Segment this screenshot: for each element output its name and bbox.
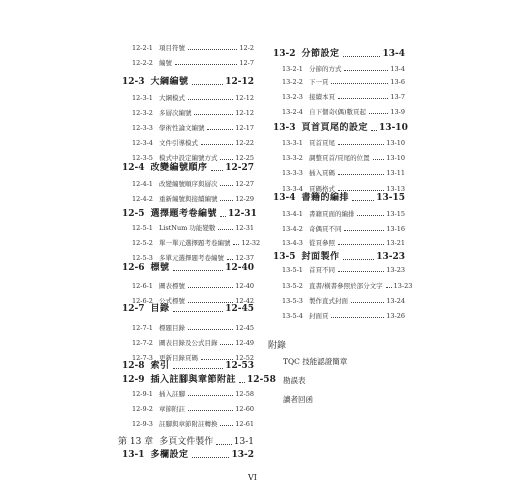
toc-entry-title: 多頁文件製作 xyxy=(159,437,214,447)
toc-subentry xyxy=(132,196,254,203)
toc-entry-number: 12-3-3 xyxy=(132,124,153,132)
dot-leader xyxy=(175,64,237,65)
toc-entry-number: 13-5-2 xyxy=(282,282,303,290)
toc-entry-number: 12-9-3 xyxy=(132,420,153,428)
dot-leader xyxy=(188,302,233,303)
toc-section-entry xyxy=(122,78,254,87)
toc-entry-number: 12-9-2 xyxy=(132,405,153,413)
toc-entry-title: 首頁不同 xyxy=(308,266,335,274)
dot-leader xyxy=(227,259,233,260)
toc-entry-page: 12-42 xyxy=(235,297,254,305)
page-number: VI xyxy=(248,473,257,482)
toc-section-entry xyxy=(273,253,405,262)
toc-subentry xyxy=(282,282,413,290)
toc-entry-number: 12-4-1 xyxy=(132,180,153,188)
toc-subentry xyxy=(282,313,405,320)
dot-leader xyxy=(188,395,233,396)
toc-entry-page: 13-23 xyxy=(386,266,405,274)
dot-leader xyxy=(351,302,384,303)
toc-entry-title: 封面頁 xyxy=(308,312,329,320)
dot-leader xyxy=(220,216,226,217)
toc-entry-title: 頁首頁尾 xyxy=(308,139,335,147)
toc-entry-page: 13-15 xyxy=(376,193,405,203)
dot-leader xyxy=(233,244,239,245)
toc-entry-title: 分節設定 xyxy=(301,49,340,59)
toc-entry-page: 13-4 xyxy=(390,65,405,73)
toc-entry-page: 12-52 xyxy=(235,354,254,362)
dot-leader xyxy=(239,382,245,383)
toc-entry-page: 13-9 xyxy=(390,108,405,116)
toc-entry-number: 12-7-1 xyxy=(132,324,153,332)
toc-entry-title: 標號 xyxy=(150,263,170,273)
dot-leader xyxy=(201,144,233,145)
dot-leader xyxy=(192,84,224,85)
toc-entry-number: 13-4-1 xyxy=(282,210,303,218)
toc-entry-page: 12-7 xyxy=(239,59,254,67)
toc-entry-number: 13-2-4 xyxy=(282,108,303,116)
dot-leader xyxy=(331,83,388,84)
toc-entry-page: 13-10 xyxy=(379,123,408,133)
appendix-item: 勘誤表 xyxy=(283,376,306,385)
toc-entry-page: 12-31 xyxy=(228,209,257,219)
toc-entry-page: 12-37 xyxy=(235,254,254,262)
toc-entry-page: 12-40 xyxy=(235,282,254,290)
dot-leader xyxy=(338,174,384,175)
toc-entry-number: 12-5-3 xyxy=(132,254,153,262)
toc-subentry xyxy=(132,283,254,290)
toc-subentry xyxy=(132,225,254,232)
toc-entry-title: 單一單元選擇題考卷編號 xyxy=(158,239,231,247)
appendix-item: 讀者回函 xyxy=(283,395,313,404)
toc-entry-number: 12-3-4 xyxy=(132,139,153,147)
toc-entry-title: 製作直式封面 xyxy=(308,297,348,305)
dot-leader xyxy=(188,410,233,411)
toc-entry-title: 封面製作 xyxy=(301,252,340,262)
toc-subentry xyxy=(132,421,254,428)
toc-entry-page: 12-45 xyxy=(235,324,254,332)
toc-entry-title: 書籍頁面的編排 xyxy=(308,210,355,218)
toc-entry-title: 圖表目錄及公式目錄 xyxy=(158,339,218,347)
toc-subentry xyxy=(282,170,405,177)
toc-entry-page: 13-6 xyxy=(390,78,405,86)
toc-entry-number: 12-3 xyxy=(122,77,145,87)
toc-section-entry xyxy=(122,164,254,173)
toc-entry-title: 從頁參照 xyxy=(308,239,335,247)
toc-entry-page: 12-27 xyxy=(235,180,254,188)
dot-leader xyxy=(201,359,233,360)
toc-entry-title: 項目符號 xyxy=(158,44,185,52)
toc-subentry xyxy=(282,226,405,233)
toc-subentry xyxy=(282,240,405,247)
toc-entry-number: 13-4-2 xyxy=(282,225,303,233)
toc-entry-title: 註腳與章節附註轉換 xyxy=(158,420,218,428)
toc-entry-title: 章節附註 xyxy=(158,405,185,413)
toc-entry-title: 調整頁首/頁尾的位置 xyxy=(308,154,370,162)
dot-leader xyxy=(188,287,233,288)
toc-entry-number: 12-2-1 xyxy=(132,44,153,52)
toc-entry-page: 12-31 xyxy=(235,224,254,232)
toc-entry-number: 12-6-2 xyxy=(132,297,153,305)
toc-subentry xyxy=(132,45,254,52)
toc-entry-page: 12-60 xyxy=(235,405,254,413)
toc-entry-title: 插入註腳 xyxy=(158,390,185,398)
toc-entry-title: 插入註腳與章節附註 xyxy=(150,375,237,385)
toc-entry-title: 頁首頁尾的設定 xyxy=(301,123,369,133)
toc-subentry xyxy=(282,140,405,147)
toc-entry-page: 13-23 xyxy=(376,252,405,262)
dot-leader xyxy=(352,200,374,201)
toc-entry-number: 12-4 xyxy=(122,163,145,173)
toc-subentry xyxy=(132,155,254,162)
toc-section-entry xyxy=(273,50,405,59)
dot-leader xyxy=(371,130,377,131)
toc-section-entry xyxy=(122,209,257,219)
toc-entry-title: 書籍的編排 xyxy=(301,193,350,203)
toc-subentry xyxy=(132,340,254,347)
toc-entry-page: 13-1 xyxy=(233,437,254,447)
dot-leader xyxy=(338,190,384,191)
dot-leader xyxy=(220,344,233,345)
toc-entry-title: 編號 xyxy=(158,59,172,67)
dot-leader xyxy=(220,159,233,160)
toc-section-entry xyxy=(273,194,405,203)
toc-entry-page: 12-49 xyxy=(235,339,254,347)
toc-subentry xyxy=(282,94,405,101)
toc-entry-page: 13-7 xyxy=(390,93,405,101)
toc-chapter-entry xyxy=(118,438,254,447)
toc-entry-title: 改變編號順序 xyxy=(150,163,208,173)
toc-entry-page: 13-26 xyxy=(386,312,405,320)
toc-entry-title: 下一頁 xyxy=(308,78,329,86)
dot-leader xyxy=(343,259,375,260)
toc-entry-title: 自下個奇(偶)數頁起 xyxy=(308,108,367,116)
toc-entry-page: 13-4 xyxy=(382,49,405,59)
toc-entry-title: 更新目錄頁碼 xyxy=(158,354,198,362)
dot-leader xyxy=(207,129,233,130)
toc-entry-page: 12-12 xyxy=(235,109,254,117)
toc-entry-number: 12-3-2 xyxy=(132,109,153,117)
toc-entry-number: 13-1 xyxy=(122,450,145,460)
toc-entry-title: 大綱編號 xyxy=(150,77,189,87)
toc-entry-number: 12-3-5 xyxy=(132,154,153,162)
toc-entry-page: 12-2 xyxy=(239,44,254,52)
dot-leader xyxy=(344,230,384,231)
toc-subentry xyxy=(282,155,405,162)
toc-entry-number: 13-3-2 xyxy=(282,154,303,162)
toc-entry-page: 12-17 xyxy=(235,124,254,132)
toc-entry-page: 12-27 xyxy=(225,163,254,173)
toc-entry-page: 13-10 xyxy=(386,154,405,162)
toc-entry-page: 12-53 xyxy=(225,361,254,371)
toc-entry-title: 索引 xyxy=(150,361,170,371)
toc-subentry xyxy=(282,267,405,274)
appendix-item: TQC 技能認證簡章 xyxy=(283,357,348,366)
toc-subentry xyxy=(132,325,254,332)
dot-leader xyxy=(211,170,224,171)
toc-entry-title: 文件引導模式 xyxy=(158,139,198,147)
toc-section-entry xyxy=(122,451,254,460)
dot-leader xyxy=(173,311,224,312)
toc-entry-number: 第 13 章 xyxy=(118,437,154,447)
toc-entry-title: 公式標號 xyxy=(158,297,185,305)
toc-section-entry xyxy=(122,362,254,371)
toc-entry-title: 重新編號與接續編號 xyxy=(158,195,218,203)
toc-entry-number: 12-5-2 xyxy=(132,239,153,247)
toc-entry-number: 12-6 xyxy=(122,263,145,273)
toc-entry-title: 奇偶頁不同 xyxy=(308,225,342,233)
toc-section-entry xyxy=(122,264,254,273)
toc-entry-page: 12-45 xyxy=(225,304,254,314)
toc-entry-number: 13-3-4 xyxy=(282,185,303,193)
dot-leader xyxy=(194,114,233,115)
toc-entry-title: 學術性論文編號 xyxy=(158,124,205,132)
toc-entry-number: 13-4-3 xyxy=(282,239,303,247)
toc-entry-number: 12-3-1 xyxy=(132,94,153,102)
toc-entry-number: 13-2-3 xyxy=(282,93,303,101)
toc-entry-page: 12-61 xyxy=(235,420,254,428)
toc-entry-number: 12-2-2 xyxy=(132,59,153,67)
toc-entry-title: 選擇題考卷編號 xyxy=(150,209,218,219)
toc-entry-title: 改變編號順序與層次 xyxy=(158,180,218,188)
toc-entry-page: 12-58 xyxy=(247,375,276,385)
toc-entry-title: 多層次編號 xyxy=(158,109,192,117)
toc-entry-title: 大綱模式 xyxy=(158,94,185,102)
dot-leader xyxy=(173,368,224,369)
toc-entry-page: 13-24 xyxy=(386,297,405,305)
toc-entry-number: 13-3-1 xyxy=(282,139,303,147)
toc-entry-page: 12-29 xyxy=(235,195,254,203)
toc-subentry xyxy=(132,239,261,247)
toc-subentry xyxy=(282,109,405,116)
toc-subentry xyxy=(282,186,405,193)
toc-entry-number: 12-5 xyxy=(122,209,145,219)
toc-entry-title: ListNum 功能變數 xyxy=(158,224,216,232)
dot-leader xyxy=(386,287,392,288)
toc-entry-page: 12-12 xyxy=(235,94,254,102)
toc-entry-number: 12-9 xyxy=(122,375,145,385)
toc-entry-title: 直書/橫書參照於部分文字 xyxy=(308,282,383,290)
dot-leader xyxy=(188,329,233,330)
toc-entry-page: 12-22 xyxy=(235,139,254,147)
toc-entry-number: 12-7-2 xyxy=(132,339,153,347)
toc-entry-page: 13-11 xyxy=(386,169,405,177)
dot-leader xyxy=(216,444,232,445)
dot-leader xyxy=(218,229,233,230)
toc-entry-number: 12-5-1 xyxy=(132,224,153,232)
toc-entry-page: 12-25 xyxy=(235,154,254,162)
toc-subentry xyxy=(132,60,254,67)
toc-subentry xyxy=(282,298,405,305)
toc-entry-number: 12-4-2 xyxy=(132,195,153,203)
toc-subentry xyxy=(132,406,254,413)
toc-entry-page: 12-32 xyxy=(241,239,261,247)
dot-leader xyxy=(220,185,233,186)
toc-subentry xyxy=(132,95,254,102)
toc-subentry xyxy=(282,66,405,73)
dot-leader xyxy=(344,70,388,71)
toc-entry-title: 標題目錄 xyxy=(158,324,185,332)
dot-leader xyxy=(369,113,388,114)
toc-entry-title: 插入頁碼 xyxy=(308,169,335,177)
toc-entry-page: 13-16 xyxy=(386,225,405,233)
toc-subentry xyxy=(132,110,254,117)
dot-leader xyxy=(338,144,384,145)
toc-entry-number: 12-8 xyxy=(122,361,145,371)
toc-entry-number: 13-5-3 xyxy=(282,297,303,305)
toc-entry-number: 13-2 xyxy=(273,49,296,59)
toc-entry-number: 13-3-3 xyxy=(282,169,303,177)
dot-leader xyxy=(188,99,233,100)
toc-entry-page: 13-10 xyxy=(386,139,405,147)
toc-subentry xyxy=(132,181,254,188)
toc-entry-page: 12-40 xyxy=(225,263,254,273)
toc-subentry xyxy=(132,391,254,398)
toc-entry-number: 13-2-2 xyxy=(282,78,303,86)
toc-entry-number: 12-9-1 xyxy=(132,390,153,398)
toc-section-entry xyxy=(122,375,276,385)
toc-entry-page: 13-2 xyxy=(231,450,254,460)
toc-entry-title: 目錄 xyxy=(150,304,170,314)
dot-leader xyxy=(220,425,233,426)
toc-entry-title: 模式中設定編號方式 xyxy=(158,154,218,162)
toc-entry-title: 接續本頁 xyxy=(308,93,335,101)
toc-entry-page: 13-13 xyxy=(386,185,405,193)
dot-leader xyxy=(331,317,384,318)
dot-leader xyxy=(220,200,233,201)
toc-entry-title: 多欄設定 xyxy=(150,450,189,460)
toc-entry-page: 12-12 xyxy=(225,77,254,87)
toc-subentry xyxy=(132,140,254,147)
toc-entry-page: 13-15 xyxy=(386,210,405,218)
appendix-heading: 附錄 xyxy=(268,341,287,351)
dot-leader xyxy=(357,215,384,216)
toc-subentry xyxy=(282,211,405,218)
toc-entry-title: 頁碼格式 xyxy=(308,185,335,193)
toc-entry-number: 13-2-1 xyxy=(282,65,303,73)
toc-section-entry xyxy=(273,123,408,133)
toc-entry-number: 13-3 xyxy=(273,123,296,133)
toc-section-entry xyxy=(122,305,254,314)
toc-entry-number: 12-7 xyxy=(122,304,145,314)
dot-leader xyxy=(338,98,388,99)
toc-entry-title: 分節的方式 xyxy=(308,65,342,73)
dot-leader xyxy=(338,244,384,245)
toc-entry-number: 13-5-1 xyxy=(282,266,303,274)
dot-leader xyxy=(373,159,385,160)
toc-entry-number: 13-4 xyxy=(273,193,296,203)
toc-subentry xyxy=(132,255,254,262)
toc-entry-page: 13-23 xyxy=(393,282,413,290)
dot-leader xyxy=(343,56,381,57)
toc-entry-title: 多單元選擇題考卷編號 xyxy=(158,254,224,262)
toc-entry-title: 圖表標號 xyxy=(158,282,185,290)
toc-entry-page: 12-58 xyxy=(235,390,254,398)
dot-leader xyxy=(338,271,384,272)
toc-subentry xyxy=(132,125,254,132)
toc-entry-number: 12-7-3 xyxy=(132,354,153,362)
dot-leader xyxy=(192,457,230,458)
dot-leader xyxy=(173,270,224,271)
toc-entry-number: 13-5-4 xyxy=(282,312,303,320)
toc-subentry xyxy=(282,79,405,86)
toc-entry-number: 13-5 xyxy=(273,252,296,262)
toc-entry-number: 12-6-1 xyxy=(132,282,153,290)
toc-entry-page: 13-21 xyxy=(386,239,405,247)
dot-leader xyxy=(188,49,237,50)
